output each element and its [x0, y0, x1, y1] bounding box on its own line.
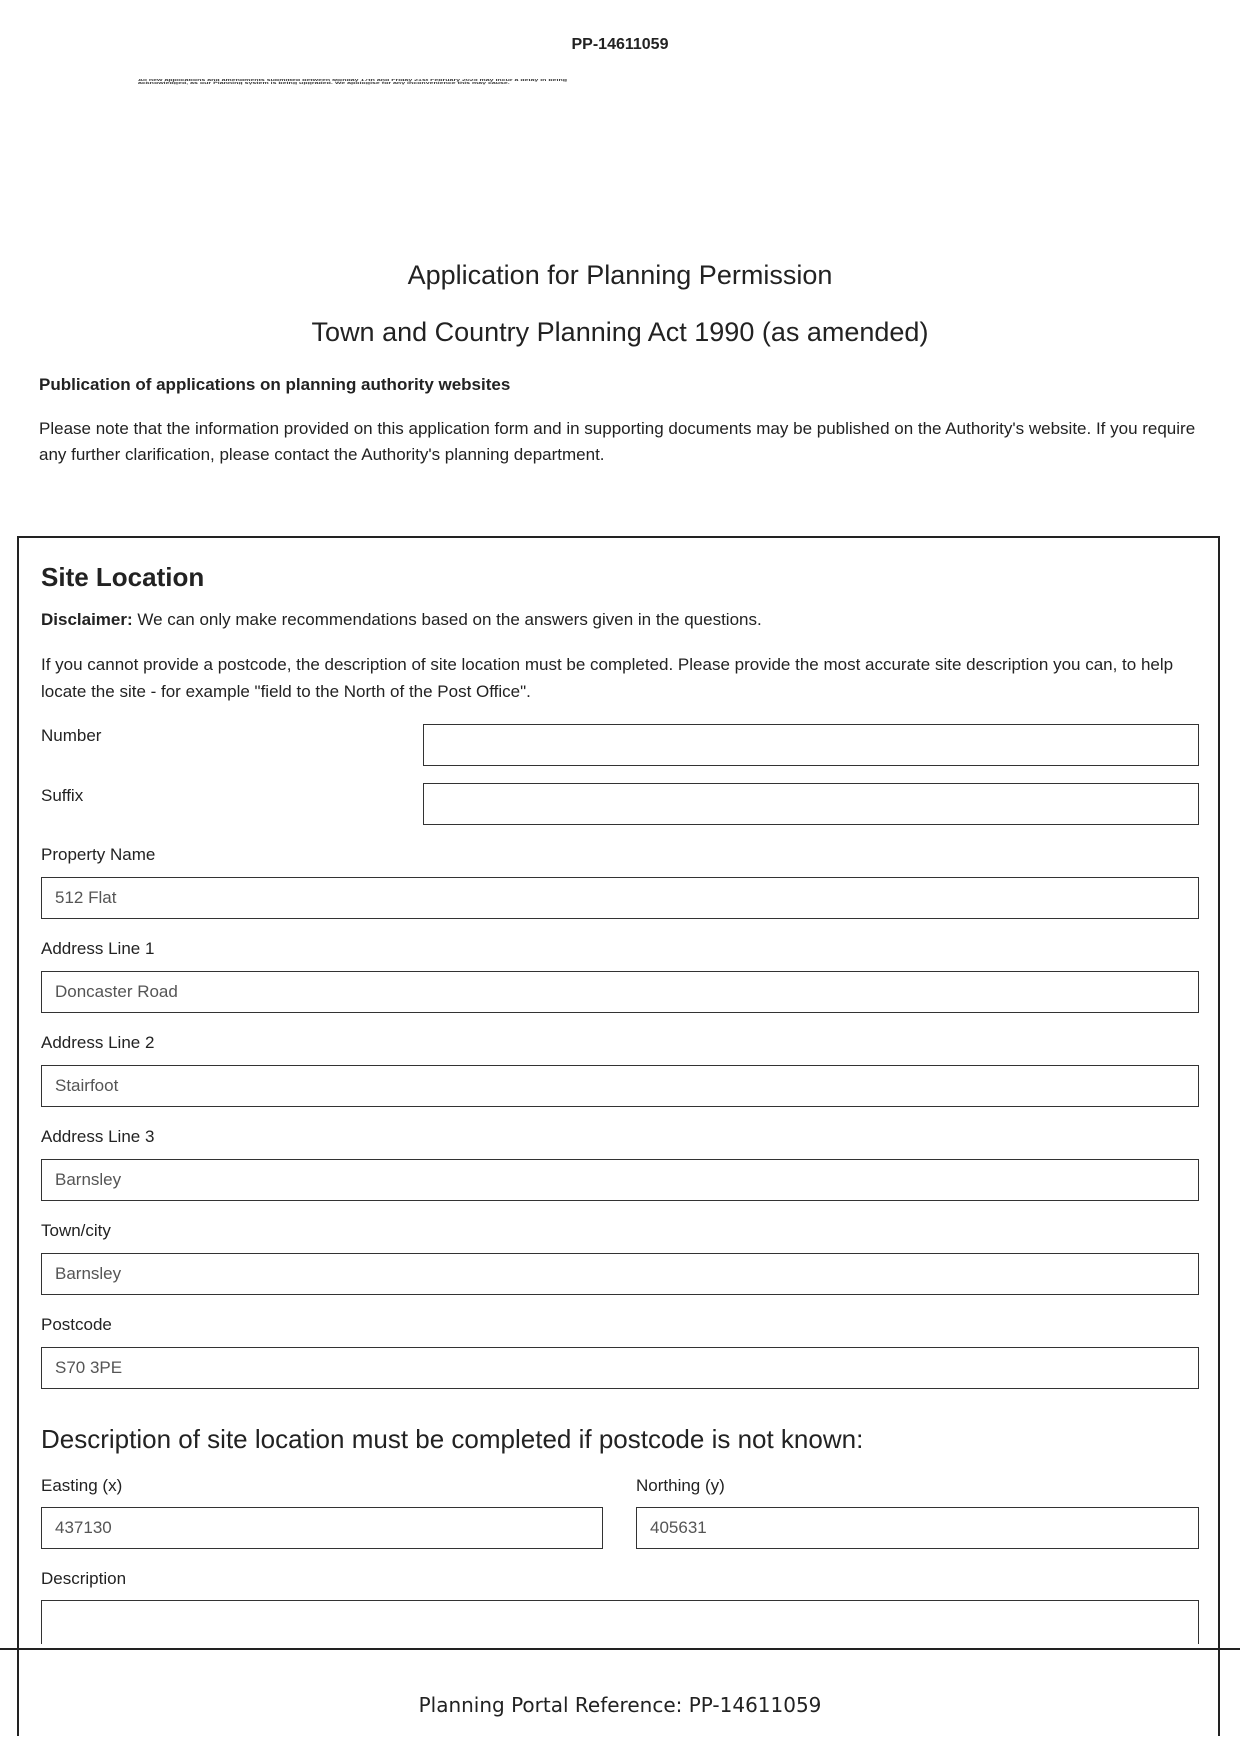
postcode-label: Postcode [41, 1315, 112, 1334]
publication-heading: Publication of applications on planning authority websites [39, 375, 511, 394]
site-location-panel [17, 536, 1220, 1736]
address-line-2-input[interactable]: Stairfoot [41, 1065, 1199, 1107]
northing-input[interactable]: 405631 [636, 1507, 1199, 1549]
address-line-3-input[interactable]: Barnsley [41, 1159, 1199, 1201]
footer-reference: Planning Portal Reference: PP-14611059 [418, 1693, 822, 1717]
easting-input[interactable]: 437130 [41, 1507, 603, 1549]
description-textarea[interactable] [41, 1600, 1199, 1644]
number-label: Number [41, 726, 102, 745]
address-line-3-label: Address Line 3 [41, 1127, 155, 1146]
address-line-1-input[interactable]: Doncaster Road [41, 971, 1199, 1013]
number-input[interactable] [423, 724, 1199, 766]
postcode-input[interactable]: S70 3PE [41, 1347, 1199, 1389]
reference-number: PP-14611059 [571, 36, 669, 53]
northing-label: Northing (y) [636, 1476, 725, 1495]
description-heading: Description of site location must be completed if postcode is not known: [41, 1424, 864, 1454]
disclaimer [41, 610, 762, 630]
notice-line-1: All new applications and amendments submitted between Monday 17th and Friday 21st February 2025 may incur a delay in being [138, 79, 568, 82]
suffix-label: Suffix [41, 786, 84, 805]
description-label: Description [41, 1569, 127, 1588]
disclaimer-text: We can only make recommendations based on the answers given in the questions. [132, 610, 762, 629]
town-city-input[interactable]: Barnsley [41, 1253, 1199, 1295]
suffix-input[interactable] [423, 783, 1199, 825]
form-title: Application for Planning Permission [407, 260, 833, 290]
address-line-1-label: Address Line 1 [41, 939, 155, 958]
disclaimer-label: Disclaimer: [41, 610, 133, 629]
easting-label: Easting (x) [41, 1476, 123, 1495]
address-line-2-label: Address Line 2 [41, 1033, 155, 1052]
form-subtitle: Town and Country Planning Act 1990 (as amended) [311, 317, 929, 347]
publication-text: Please note that the information provided on this application form and in supporting documents may be published on the Authority's website. If you require any further clarification, please contact the Authority's planning department. [39, 419, 1196, 464]
property-name-label: Property Name [41, 845, 156, 864]
postcode-note: If you cannot provide a postcode, the description of site location must be completed. Please provide the most accurate site description you can, to help locate the site - for example "field to the North of the Post Office". [41, 655, 1174, 701]
town-city-label: Town/city [41, 1221, 111, 1240]
footer-divider [0, 1648, 1240, 1650]
section-title: Site Location [41, 562, 205, 592]
property-name-input[interactable]: 512 Flat [41, 877, 1199, 919]
notice-line-2: acknowledged, as our Planning system is being upgraded. We apologise for any inconvenience this may cause. [138, 81, 510, 85]
upgrade-notice [138, 79, 1018, 87]
